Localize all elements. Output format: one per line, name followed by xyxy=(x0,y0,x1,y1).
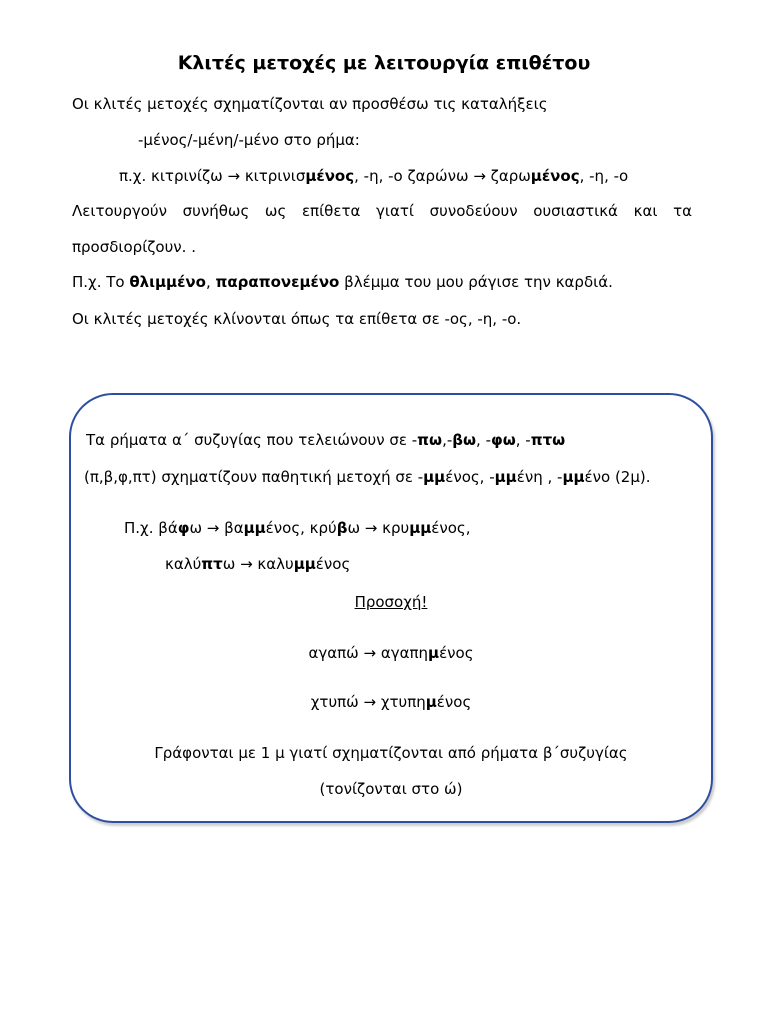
ex1-p4: ω → κρυ xyxy=(347,519,410,537)
rule1-sep-3: , - xyxy=(515,431,531,449)
function-line-2: προσδιορίζουν. . xyxy=(72,238,196,256)
rule1-ending-ptw: πτω xyxy=(530,431,566,449)
note-line-1: Γράφονται με 1 μ γιατί σχηματίζονται από ρήματα β΄συζυγίας xyxy=(154,744,628,762)
page-title: Κλιτές μετοχές με λειτουργία επιθέτου xyxy=(177,52,591,74)
example-chtypo xyxy=(69,692,713,712)
rule2-sep-2: ένη , - xyxy=(516,468,563,486)
example-bold-ending-2: μένος xyxy=(530,167,580,185)
rule1-ending-fw: φω xyxy=(490,431,516,449)
rule1-sep-2: , - xyxy=(476,431,491,449)
example-bold-ending-1: μένος xyxy=(305,167,355,185)
ex1-b4: μμ xyxy=(409,519,432,537)
example-agapo xyxy=(69,643,713,663)
ex2-p2: ω → καλυ xyxy=(222,555,294,573)
ex1-p5: ένος, xyxy=(431,519,471,537)
example2-suffix: βλέμμα του μου ράγισε την καρδιά. xyxy=(339,273,613,291)
ex2-p1: καλύ xyxy=(165,555,202,573)
ex1-p2: ω → βα xyxy=(189,519,244,537)
function-line-1: Λειτουργούν συνήθως ως επίθετα γιατί συνοδεύουν ουσιαστικά και τα xyxy=(72,202,692,220)
chtypo-p1: χτυπώ → χτυπη xyxy=(310,693,426,711)
intro-line-1: Οι κλιτές μετοχές σχηματίζονται αν προσθέσω τις καταλήξεις xyxy=(72,95,548,113)
example-mid: , -η, -ο ζαρώνω → ζαρω xyxy=(354,167,531,185)
attention-label: Προσοχή! xyxy=(354,593,428,611)
examples-line-2 xyxy=(165,554,350,574)
ex2-p3: ένος xyxy=(315,555,351,573)
example2-separator: , xyxy=(205,273,216,291)
rule1-sep-1: ,- xyxy=(442,431,453,449)
chtypo-b1: μ xyxy=(425,693,437,711)
example-sentence xyxy=(72,272,613,292)
example2-bold-1: θλιμμένο xyxy=(129,273,206,291)
rule1-ending-pw: πω xyxy=(417,431,443,449)
rule2-mm-2: μμ xyxy=(494,468,517,486)
rule2-mm-3: μμ xyxy=(562,468,585,486)
ex1-b1: φ xyxy=(177,519,190,537)
ex2-b2: μμ xyxy=(293,555,316,573)
rule1-ending-vw: βω xyxy=(452,431,477,449)
example-suffix: , -η, -ο xyxy=(579,167,629,185)
rule-line-1 xyxy=(86,430,565,450)
chtypo-p2: ένος xyxy=(436,693,472,711)
rule1-prefix: Τα ρήματα α΄ συζυγίας που τελειώνουν σε - xyxy=(86,431,418,449)
declension-line: Οι κλιτές μετοχές κλίνονται όπως τα επίθετα σε -ος, -η, -ο. xyxy=(72,310,522,328)
ex1-p1: Π.χ. βά xyxy=(124,519,178,537)
ex1-b3: β xyxy=(336,519,348,537)
agapo-p1: αγαπώ → αγαπη xyxy=(308,644,429,662)
agapo-p2: ένος xyxy=(439,644,474,662)
examples-line-1 xyxy=(124,518,471,538)
agapo-b1: μ xyxy=(428,644,440,662)
intro-example xyxy=(119,166,628,186)
example2-bold-2: παραπονεμένο xyxy=(215,273,340,291)
example-prefix: π.χ. κιτρινίζω → κιτρινισ xyxy=(119,167,306,185)
intro-line-2: -μένος/-μένη/-μένο στο ρήμα: xyxy=(138,131,360,149)
ex2-b1: πτ xyxy=(201,555,223,573)
rule2-prefix: (π,β,φ,πτ) σχηματίζουν παθητική μετοχή σε - xyxy=(84,468,424,486)
attention-heading xyxy=(69,592,713,612)
rule2-mm-1: μμ xyxy=(423,468,446,486)
ex1-b2: μμ xyxy=(243,519,266,537)
note-line-2: (τονίζονται στο ώ) xyxy=(319,780,463,798)
ex1-p3: ένος, κρύ xyxy=(265,519,337,537)
rule2-suffix: ένο (2μ). xyxy=(584,468,651,486)
rule2-sep-1: ένος, - xyxy=(445,468,495,486)
rule-line-2 xyxy=(84,467,651,487)
example2-prefix: Π.χ. Το xyxy=(72,273,130,291)
